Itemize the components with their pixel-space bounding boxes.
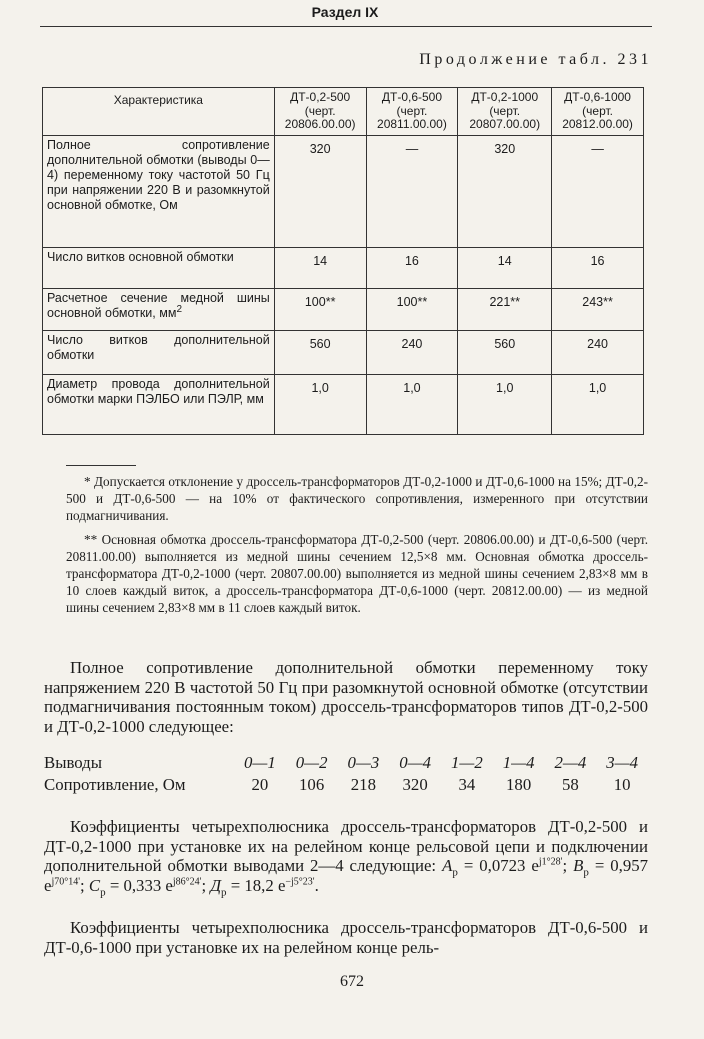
terminal-value: 0—3 [347, 753, 380, 772]
paragraph-coefficients: Коэффициенты четырехполюсника дроссель-трансформаторов ДТ-0,2-500 и ДТ-0,2-1000 при установке их на релейном конце рельсовой цепи и подключении дополнительной обмотки выводами 2—4 следующие: $A_р = 0,0723$ $e^{j1^\circ 28'}$; $B_р = 0,957$ $e^{j70^\circ 14'}$; $C_р = 0,333$ $e^{j86^\circ 24'}$; $Д_р = 18,2$ $e^{-j5^\circ 23'}$. [44, 817, 649, 899]
row-label: Расчетное сечение медной шины основной обмотки, $мм^2$ [43, 288, 275, 330]
table-cell: 16 [552, 247, 644, 288]
terminal-value: 1—2 [451, 753, 483, 772]
terminal-value: 0—1 [244, 753, 276, 772]
table-cell: — [552, 135, 644, 247]
row-label: Диаметр провода дополнительной обмотки марки ПЭЛБО или ПЭЛР, мм [43, 374, 275, 434]
footnote-divider [66, 465, 136, 466]
table-header-row [43, 88, 644, 136]
table-cell: 243** [552, 288, 644, 330]
specification-table [42, 87, 644, 435]
table-cell: 320 [458, 135, 552, 247]
table-cell: 14 [274, 247, 366, 288]
terminal-value: 3—4 [606, 753, 638, 772]
resistance-value: 106 [299, 775, 325, 794]
resistance-value: 34 [458, 775, 476, 794]
terminal-value: 0—2 [295, 753, 328, 772]
table-row [43, 247, 644, 288]
table-continuation-caption: Продолжение табл. 231 [419, 51, 652, 68]
resistance-value: 320 [402, 775, 428, 794]
section-header: Раздел IX [311, 4, 379, 20]
footnote-1: * Допускается отклонение у дроссель-трансформаторов ДТ-0,2-1000 и ДТ-0,6-1000 на 15%; ДТ-0,2-500 и ДТ-0,6-500 — на 10% от фактического сопротивления, измеренного при отсутствии подмагничивания. [66, 474, 648, 523]
table-cell: 1,0 [274, 374, 366, 434]
header-characteristic: Характеристика [43, 88, 275, 136]
terminals-label: Выводы [44, 753, 102, 772]
table-cell: 240 [552, 330, 644, 374]
table-cell: 16 [366, 247, 458, 288]
row-label: Число витков дополнительной обмотки [43, 330, 275, 374]
header-col-2: ДТ-0,6-500 (черт. 20811.00.00) [366, 88, 458, 136]
table-cell: 100** [366, 288, 458, 330]
table-cell: 1,0 [366, 374, 458, 434]
resistance-value: 20 [251, 775, 269, 794]
terminal-value: 2—4 [554, 753, 587, 772]
terminals-row [44, 752, 648, 774]
terminal-value: 0—4 [399, 753, 431, 772]
header-col-4: ДТ-0,6-1000 (черт. 20812.00.00) [552, 88, 644, 136]
paragraph-impedance: Полное сопротивление дополнительной обмотки переменному току напряжением 220 В частотой 50 Гц при разомкнутой основной обмотке (отсутствии подмагничивания постоянным током) дроссель-трансформаторов типов ДТ-0,2-500 и ДТ-0,2-1000 следующее: [44, 658, 648, 736]
table-row [43, 135, 644, 247]
row-label: Число витков основной обмотки [43, 247, 275, 288]
table-cell: 240 [366, 330, 458, 374]
table-cell: 1,0 [458, 374, 552, 434]
header-divider [40, 26, 652, 27]
table-cell: 1,0 [552, 374, 644, 434]
table-cell: 100** [274, 288, 366, 330]
resistance-value: 58 [561, 775, 579, 794]
table-cell: 560 [458, 330, 552, 374]
header-col-1: ДТ-0,2-500 (черт. 20806.00.00) [274, 88, 366, 136]
header-col-3: ДТ-0,2-1000 (черт. 20807.00.00) [458, 88, 552, 136]
resistance-row [44, 774, 648, 796]
resistance-value: 180 [506, 775, 532, 794]
paragraph-coefficients-2: Коэффициенты четырехполюсника дроссель-трансформаторов ДТ-0,6-500 и ДТ-0,6-1000 при установке их на релейном конце рель- [44, 918, 648, 957]
table-cell: 560 [274, 330, 366, 374]
table-cell: 221** [458, 288, 552, 330]
table-cell: 320 [274, 135, 366, 247]
footnotes [66, 473, 648, 623]
table-row [43, 374, 644, 434]
resistance-value: 10 [613, 775, 631, 794]
table-cell: 14 [458, 247, 552, 288]
row-label: Полное сопротивление дополнительной обмотки (выводы 0—4) переменному току частотой 50 Гц при напряжении 220 В и разомкнутой основной обмотке, Ом [43, 135, 275, 247]
table-cell: — [366, 135, 458, 247]
terminal-value: 1—4 [502, 753, 535, 772]
footnote-2: ** Основная обмотка дроссель-трансформатора ДТ-0,2-500 (черт. 20806.00.00) и ДТ-0,6-500 (черт. 20811.00.00) выполняется из медной шины сечением 12,5×8 мм. Основная обмотка дроссель-трансформатора ДТ-0,2-1000 (черт. 20807.00.00) выполняется из медной шины сечением 2,83×8 мм в 10 слоев каждый виток, а дроссель-трансформатора ДТ-0,6-1000 (черт. 20812.00.00) — из медной шины сечением 2,83×8 мм в 11 слоев каждый виток. [66, 532, 648, 615]
page-number: 672 [340, 973, 364, 990]
resistance-label: Сопротивление, Ом [44, 775, 186, 794]
table-row [43, 288, 644, 330]
terminal-resistance-table [44, 752, 648, 796]
resistance-value: 218 [350, 775, 376, 794]
table-row [43, 330, 644, 374]
